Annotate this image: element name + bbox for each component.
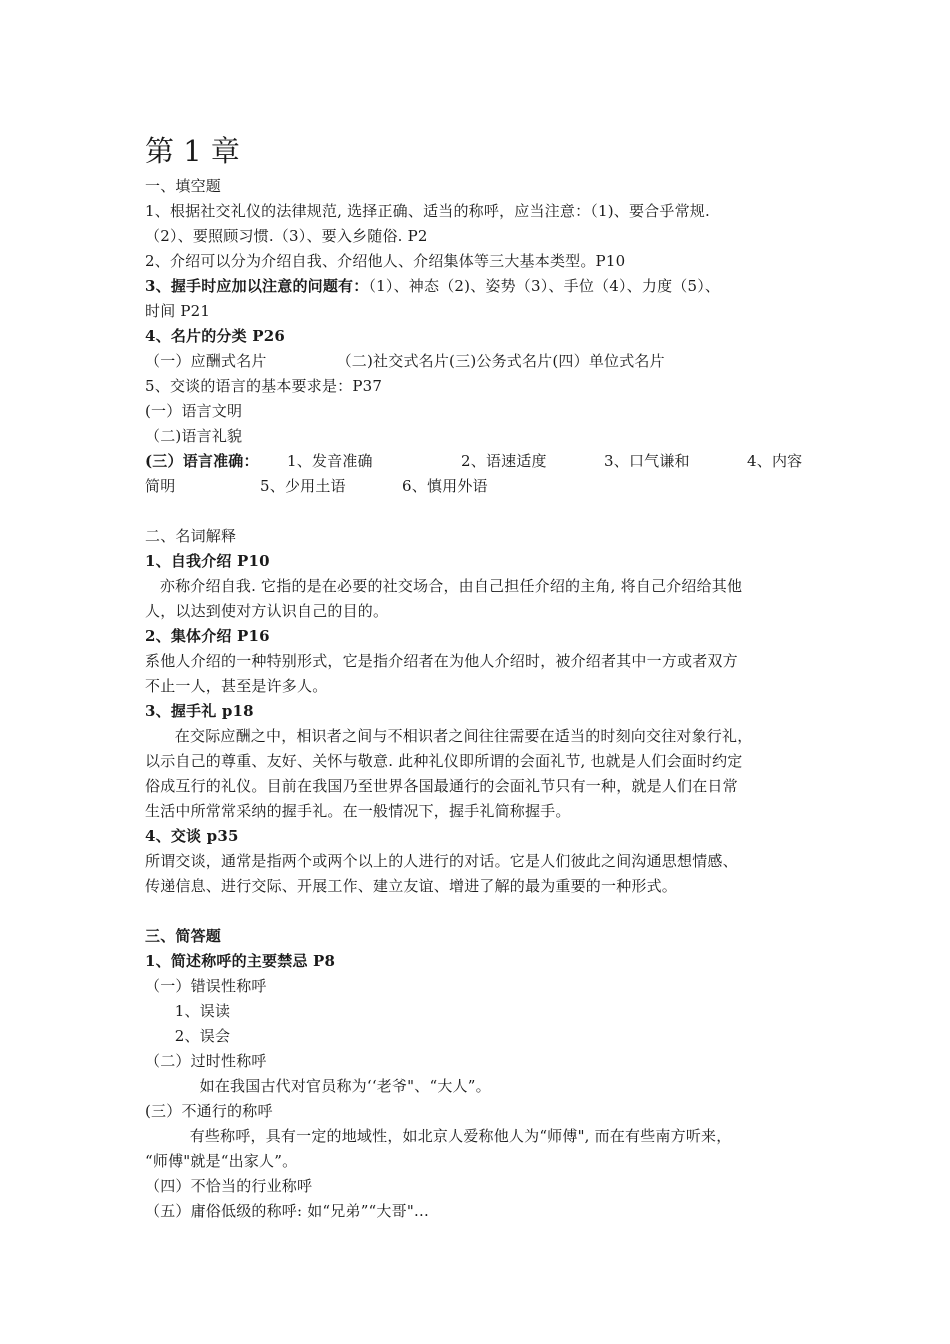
chapter-title: 第 1 章	[145, 134, 240, 168]
taboo-3: (三）不通行的称呼	[145, 1102, 273, 1120]
question-1-line-2: （2）、要照顾习惯.（3）、要入乡随俗. P2	[145, 227, 428, 245]
term-1-text-1: 亦称介绍自我. 它指的是在必要的社交场合，由自己担任介绍的主角, 将自己介绍给其他	[145, 577, 743, 595]
question-3-answer: （1）、神态（2)、姿势（3）、手位（4）、力度（5）、	[368, 277, 721, 295]
card-type-2-4: （二)社交式名片(三)公务式名片(四）单位式名片	[336, 352, 665, 370]
accuracy-point-4-cont: 简明	[145, 477, 176, 495]
term-3-text-3: 俗成互行的礼仪。目前在我国乃至世界各国最通行的会面礼节只有一种，就是人们在日常	[145, 777, 738, 795]
term-4-text-2: 传递信息、进行交际、开展工作、建立友谊、增进了解的最为重要的一种形式。	[145, 877, 678, 895]
term-3-title: 3、握手礼 p18	[145, 702, 254, 720]
accuracy-point-1: 1、发音准确	[287, 452, 373, 470]
short-question-1: 1、简述称呼的主要禁忌 P8	[145, 952, 336, 970]
taboo-4: （四）不恰当的行业称呼	[145, 1177, 313, 1195]
accuracy-point-3: 3、口气谦和	[604, 452, 690, 470]
term-1-text-2: 人，以达到使对方认识自己的目的。	[145, 602, 389, 620]
question-3-label: 3、握手时应加以注意的问题有：	[145, 277, 369, 295]
taboo-1: （一）错误性称呼	[145, 977, 267, 995]
taboo-2-text: 如在我国古代对官员称为‘‘老爷"、“大人”。	[145, 1077, 491, 1095]
term-2-title: 2、集体介绍 P16	[145, 627, 270, 645]
document-body	[145, 128, 825, 1224]
taboo-3-text-1: 有些称呼，具有一定的地域性，如北京人爱称他人为“师傅", 而在有些南方听来，	[145, 1127, 732, 1145]
taboo-1-sub-2: 2、误会	[145, 1027, 231, 1045]
term-2-text-1: 系他人介绍的一种特别形式，它是指介绍者在为他人介绍时，被介绍者其中一方或者双方	[145, 652, 738, 670]
question-4: 4、名片的分类 P26	[145, 327, 286, 345]
question-5-item-2: （二)语言礼貌	[145, 427, 243, 445]
section-heading-fill-blank: 一、填空题	[145, 177, 222, 195]
question-5-item-3	[145, 449, 825, 474]
taboo-3-text-2: “师傅"就是“出家人”。	[145, 1152, 298, 1170]
accuracy-point-5: 5、少用土语	[260, 477, 346, 495]
question-5-item-1: (一）语言文明	[145, 402, 243, 420]
taboo-2: （二）过时性称呼	[145, 1052, 267, 1070]
term-2-text-2: 不止一人，甚至是许多人。	[145, 677, 328, 695]
term-3-text-1: 在交际应酬之中，相识者之间与不相识者之间往往需要在适当的时刻向交往对象行礼，	[145, 727, 753, 745]
term-1-title: 1、自我介绍 P10	[145, 552, 270, 570]
question-2: 2、介绍可以分为介绍自我、介绍他人、介绍集体等三大基本类型。P10	[145, 252, 626, 270]
term-4-text-1: 所谓交谈，通常是指两个或两个以上的人进行的对话。它是人们彼此之间沟通思想情感、	[145, 852, 738, 870]
spacer	[145, 899, 825, 924]
section-heading-terms: 二、名词解释	[145, 527, 237, 545]
term-3-text-2: 以示自己的尊重、友好、关怀与敬意. 此种礼仪即所谓的会面礼节, 也就是人们会面时约定	[145, 752, 743, 770]
question-5-item-3-label: (三）语言准确：	[145, 452, 259, 470]
question-5-item-3-cont	[145, 474, 825, 499]
accuracy-point-4: 4、内容	[747, 452, 803, 470]
question-1-line-1: 1、根据社交礼仪的法律规范, 选择正确、适当的称呼，应当注意：（1)、要合乎常规.	[145, 202, 710, 220]
taboo-1-sub-1: 1、误读	[145, 1002, 231, 1020]
section-heading-short-answer: 三、简答题	[145, 927, 222, 945]
term-3-text-4: 生活中所常常采纳的握手礼。在一般情况下，握手礼简称握手。	[145, 802, 571, 820]
accuracy-point-6: 6、慎用外语	[402, 477, 488, 495]
spacer	[145, 499, 825, 524]
accuracy-point-2: 2、语速适度	[461, 452, 547, 470]
question-3-line-1	[145, 274, 825, 299]
question-3-line-2: 时间 P21	[145, 302, 211, 320]
term-4-title: 4、交谈 p35	[145, 827, 239, 845]
question-5: 5、交谈的语言的基本要求是：P37	[145, 377, 383, 395]
taboo-5: （五）庸俗低级的称呼: 如“兄弟”“大哥"…	[145, 1202, 430, 1220]
question-4-answer	[145, 349, 825, 374]
card-type-1: （一）应酬式名片	[145, 352, 267, 370]
